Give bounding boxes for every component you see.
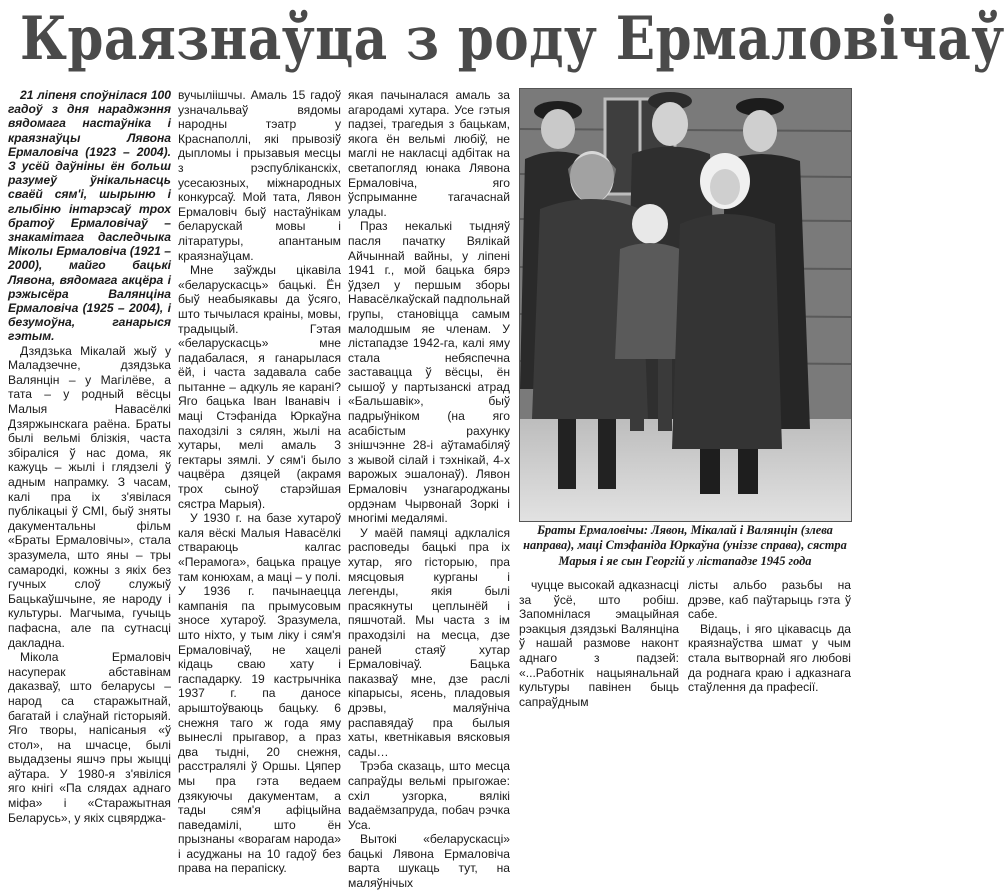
body-paragraph: Мікола Ермаловіч насуперак абставінам даказваў, што беларусы – народ са старажытнай, багатай і слаўнай гісторыяй. Яго творы, напісаныя «ў стол», на шчасце, былі выдадзены яшчэ пры жыцці аўтара. У 1980-я з'явіліся яго кнігі «Па слядах аднаго міфа» і «Старажытная Беларусь», у якіх сцвярджа-	[8, 650, 171, 825]
body-paragraph: Вытокі «беларускасці» бацькі Лявона Ермаловіча варта шукаць тут, на маляўнічых	[348, 832, 510, 891]
body-paragraph: чуцце высокай адказнасці за ўсё, што робіш. Запомнілася эмацыйная рэакцыя дзядзькі Валянціна ў нашай размове наконт аднаго з падзей: «...Работнік нацыянальнай культуры павінен быць сапраўдным	[519, 578, 679, 709]
photo-caption: Браты Ермаловічы: Лявон, Мікалай і Валянцін (злева направа), маці Стэфаніда Юркаўна (уніззе справа), сястра Марыя і яе сын Георгій у лістападзе 1945 года	[523, 523, 847, 568]
body-paragraph: вучыліішчы. Амаль 15 гадоў узначальваў вядомы народны тэатр у Краснаполлі, які прывозіў дыпломы і прызавыя месцы з рэспубліканскіх, усесаюзных, міжнародных конкурсаў. Мой тата, Лявон Ермаловіч быў настаўнікам беларускай мовы і літаратуры, апантаным краязнаўцам.	[178, 88, 341, 263]
body-paragraph: якая пачыналася амаль за агародамі хутара. Усе гэтыя падзеі, трагедыя з бацькам, якога ён вельмі любіў, не маглі не накласці адбітак на светапогляд юнака Лявона Ермаловіча, яго ўспрыманне тагачаснай улады.	[348, 88, 510, 219]
body-paragraph: Праз некалькі тыдняў пасля пачатку Вялікай Айчыннай вайны, у ліпені 1941 г., мой бацька бярэ ўдзел у першым зборы Навасёлкаўскай падпольнай групы, становіцца самым малодшым яе членам. У лістападзе 1942-га, калі яму стала небяспечна заставацца ў вёсцы, ён сышоў у партызанскі атрад «Бальшавік», быў падрыўніком (на яго асабістым рахунку знішчэнне 28-і аўтамабіляў з жывой сілай і тэхнікай, 4-х варожых эшалонаў). Лявон Ермаловіч узнагароджаны ордэнам Чырвонай Зоркі і многімі медалямі.	[348, 219, 510, 526]
column-3	[348, 88, 510, 891]
column-1	[8, 88, 171, 825]
column-5	[688, 578, 851, 695]
body-paragraph: Мне заўжды цікавіла «беларускасць» бацькі. Ён быў неабыякавы да ўсяго, што тычылася краіны, мовы, традыцый. Гэтая «беларускасць» мне падабалася, я ганарылася ёй, і часта задавала сабе пытанне – адкуль яе карані? Яго бацька Іван Іванавіч і маці Стэфаніда Юркаўна паходзілі з сялян, жылі на хутары, мелі амаль 3 гектары зямлі. У сям'і было чацвёра дзяцей (акрамя трох сыноў старэйшая сястра Марыя).	[178, 263, 341, 511]
family-photo	[519, 88, 852, 522]
column-4	[519, 578, 679, 709]
column-2	[178, 88, 341, 876]
body-paragraph: У 1930 г. на базе хутароў каля вёскі Малыя Навасёлкі ствараюць калгас «Перамога», бацька працуе там конюхам, а маці – у полі. У 1936 г. пачынаецца кампанія па прымусовым зносе хутароў. Зразумела, што ніхто, у тым ліку і сям'я Ермаловічаў, не хацелі кідаць сваю хату і гаспадарку. 19 кастрычніка 1937 г. па даносе арыштоўваюць бацьку. 6 снежня таго ж года яму вынеслі прыгавор, а праз два тыдні, 20 снежня, расстралялі ў Оршы. Цяпер мы пра гэта ведаем дзякуючы дакументам, а тады сям'я афіцыйна паведамілі, што ён прызнаны «ворагам народа» і асуджаны на 10 гадоў без права на перапіску.	[178, 511, 341, 876]
body-paragraph: Дзядзька Мікалай жыў у Маладзечне, дзядзька Валянцін – у Магілёве, а тата – у родный вёсцы Малыя Навасёлкі Дзяржынскага раёна. Браты былі вельмі блізкія, часта збіраліся ў нас дома, як кажуць – жылі і глядзелі ў адным напрамку. З часам, калі пра іх з'явілася публікацыі ў СМІ, быў зняты дакументальны фільм «Браты Ермаловічы», стала зразумела, што яны – тры самародкі, кожны з якіх без гучных слоў служыў Бацькаўшчыне, яе народу і культуры. Магчыма, гучыць пафасна, але па сутнасці дакладна.	[8, 343, 171, 650]
body-paragraph: Відаць, і яго цікавасць да краязнаўства шмат у чым стала вытворнай яго любові да роднага краю і адказнага стаўлення да прафесії.	[688, 621, 851, 695]
body-paragraph: У маёй памяці адклаліся расповеды бацькі пра іх хутар, яго гісторыю, пра мясцовыя курганы і легенды, якія былі прасякнуты цеплынёй і пяшчотай. Мы часта з ім праходзілі на месца, дзе раней стаяў хутар Ермаловічаў. Бацька паказваў мне, дзе раслі кіпарысы, ясень, пладовыя дрэвы, маляўніча распавядаў пра былыя хаты, кветнікавыя вясковыя сады…	[348, 525, 510, 759]
body-paragraph: Трэба сказаць, што месца сапраўды вельмі прыгожае: схіл узгорка, вялікі вадаёмзапруда, побач рэчка Уса.	[348, 759, 510, 832]
headline: Краязнаўца з роду Ермаловічаў	[20, 4, 1005, 74]
body-paragraph: лісты альбо разьбы на дрэве, каб паўтарыць гэта ў сабе.	[688, 578, 851, 622]
lead-paragraph: 21 ліпеня споўнілася 100 гадоў з дня нараджэння вядомага настаўніка і краязнаўцы Лявона Ермаловіча (1923 – 2004). З усёй даўніны ён больш разумеў ўнікальнасць сваёй сям'і, шырыню і глыбіню інтарэсаў трох братоў Ермаловічаў – знакамітага даследчыка Міколы Ермаловіча (1921 – 2000), майго бацькі Лявона, вядомага акцёра і рэжысёра Валянціна Ермаловіча (1925 – 2004), і безумоўна, ганарыся гэтым.	[8, 88, 171, 344]
